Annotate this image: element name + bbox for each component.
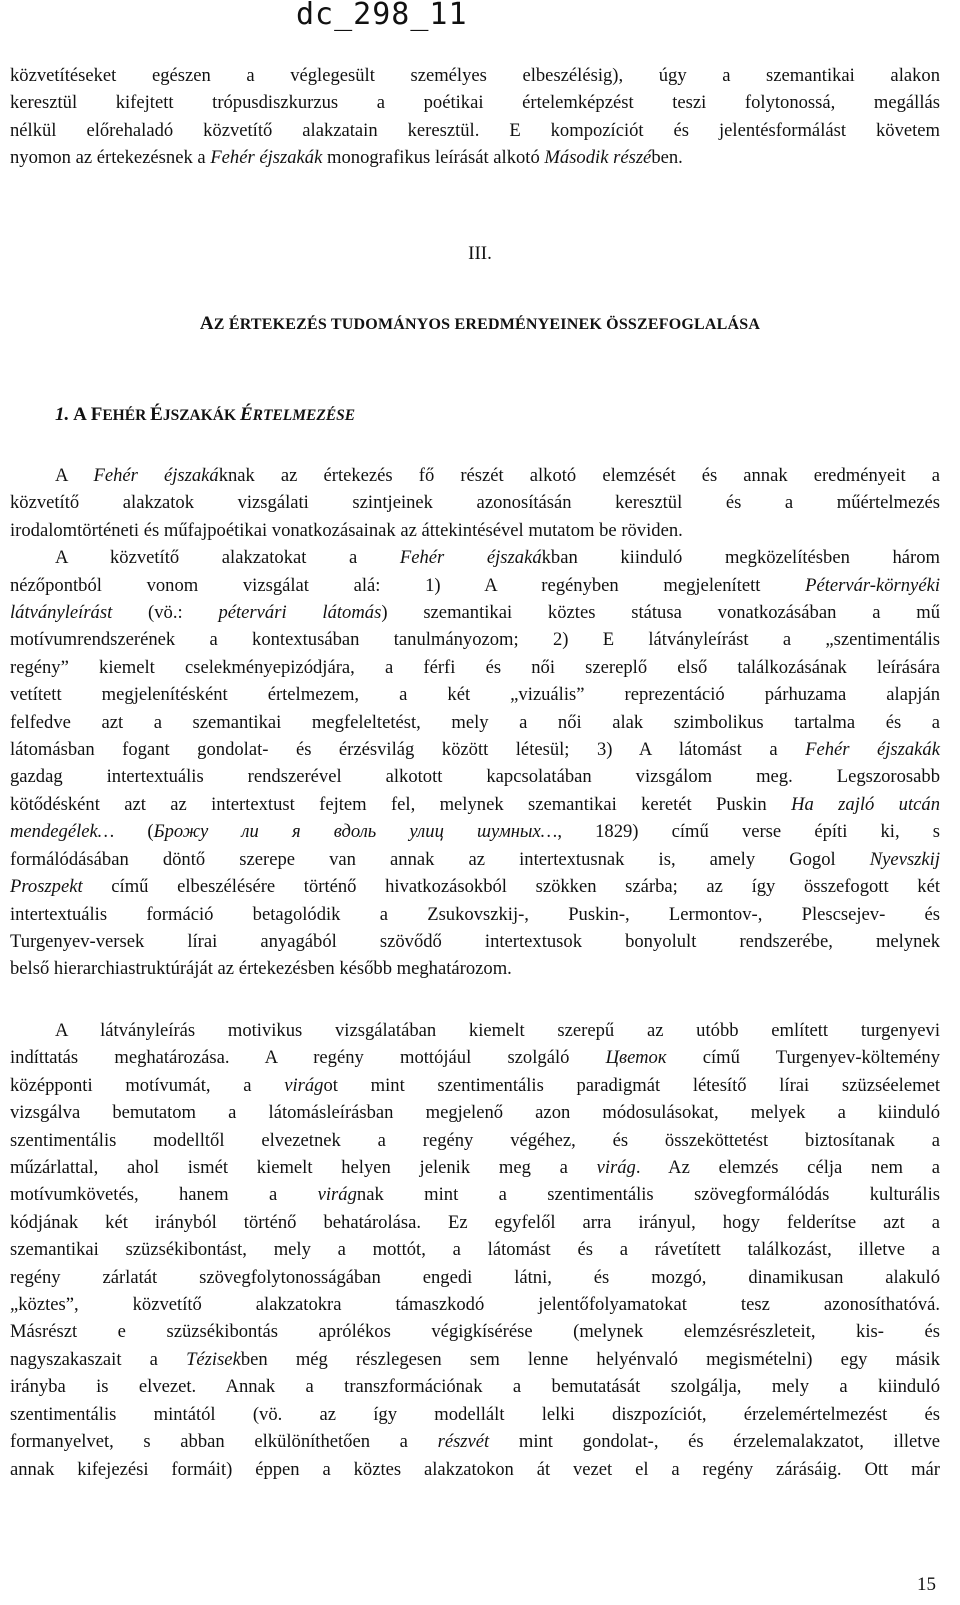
section-title — [0, 313, 960, 335]
text-line: motívumrendszerének a kontextusában tanulmányozom; 2) E látványleírást a „szentimentális — [10, 629, 940, 651]
text-run: ( — [114, 821, 154, 843]
italic-title: Fehér éjszakák — [805, 739, 940, 761]
text-run: kötődésként azt az intertextust fejtem fel, melynek szemantikai keretét Puskin — [10, 793, 792, 815]
italic-title: Цветок — [605, 1047, 667, 1069]
italic-title: Fehér éjszaká — [93, 465, 219, 486]
text-run: knak az értekezés fő részét alkotó elemzését és annak eredményeit a — [218, 465, 940, 486]
text-run: látomásban fogant gondolat- és érzésvilág között létesül; 3) A látomást a — [10, 739, 806, 761]
text-line: szemantikai szüzsékibontást, mely a mottót, a látomást és a rávetített találkozást, illetve a — [10, 1239, 940, 1261]
italic-title: Fehér éjszaká — [399, 547, 542, 569]
text-line: irodalomtörténeti és műfajpoétikai vonatkozásainak az áttekintésével mutatom be röviden. — [10, 519, 683, 541]
subsection-heading — [55, 404, 355, 426]
text-line — [10, 846, 940, 873]
text-line — [10, 791, 940, 818]
text-line — [10, 462, 940, 489]
text-run: , 1829) című verse építi ki, s — [557, 821, 940, 843]
text-run: kban kiinduló megközelítésben három — [541, 547, 940, 569]
text-run: című Turgenyev-költemény — [666, 1047, 940, 1069]
text-run: középponti motívumát, a — [10, 1074, 285, 1096]
text-line — [10, 736, 940, 763]
italic-term: részvét — [437, 1431, 490, 1453]
text-line: felfedve azt a szemantikai megfeleltetést, mely a női alak szimbolikus tartalma és a — [10, 711, 940, 733]
text-run: formálódásában döntő szerepe van annak az intertextusnak is, amely Gogol — [10, 848, 870, 870]
text-run: nyomon az értekezésnek a — [10, 147, 211, 169]
text-line — [10, 1154, 940, 1181]
text-line: szentimentális modelltől elvezetnek a regény végéhez, és összeköttetést biztosítanak a — [10, 1129, 940, 1151]
text-line: regény zárlatát szövegfolytonosságában engedi látni, és mozgó, dinamikusan alakuló — [10, 1266, 940, 1288]
italic-term: virág — [317, 1184, 357, 1206]
text-line: belső hierarchiastruktúráját az értekezésben később meghatározom. — [10, 958, 512, 980]
section-number: III. — [468, 243, 492, 264]
italic-term: Pétervár-környéki — [805, 574, 940, 596]
text-line: nélkül előrehaladó közvetítő alakzatain keresztül. E kompozíciót és jelentésformálást követem — [10, 119, 940, 141]
heading-letter: F — [90, 404, 103, 425]
text-line: keresztül kifejtett trópusdiszkurzus a poétikai értelemképzést teszi folytonossá, megállás — [10, 92, 940, 114]
italic-title: Tézisek — [186, 1348, 241, 1370]
intro-paragraph — [10, 62, 940, 172]
text-run: ) szemantikai köztes státusa vonatkozásában a mű — [381, 602, 941, 624]
italic-title: Nyevszkij — [869, 848, 940, 870]
heading-letter: É — [239, 404, 253, 425]
heading-letter: A — [73, 404, 87, 425]
text-line: annak kifejezési formáit) éppen a köztes alakzatokon át vezet el a regény zárásáig. Ott már — [10, 1458, 940, 1480]
heading-text: RTELMEZÉSE — [252, 407, 356, 424]
heading-text: JSZAKÁK — [162, 407, 240, 424]
text-line: vizsgálva bemutatom a látomásleírásban megjelenő azon módosulásokat, melyek a kiinduló — [10, 1102, 940, 1124]
text-line — [10, 1428, 940, 1455]
heading-letter: É — [150, 404, 163, 425]
text-run: (vö.: — [112, 602, 219, 624]
text-run: című elbeszélésére történő hivatkozásokból szökken szárba; az így összefogott két — [82, 876, 940, 898]
italic-title: Proszpekt — [10, 876, 83, 898]
text-line: közvetítéseket egészen a véglegesült személyes elbeszélésig), úgy a szemantikai alakon — [10, 65, 940, 86]
text-run: formanyelvet, s abban elkülöníthetően a — [10, 1431, 438, 1453]
text-line: Másrészt e szüzsékibontás aprólékos végigkísérése (melynek elemzésrészleteit, kis- és — [10, 1321, 940, 1343]
text-line: gazdag intertextuális rendszerével alkotott kapcsolatában vizsgálom meg. Legszorosabb — [10, 766, 940, 788]
text-run: nézőpontból vonom vizsgálat alá: 1) A regényben megjelenített — [10, 574, 806, 596]
italic-title: Fehér éjszakák — [210, 147, 323, 169]
text-line: „köztes”, közvetítő alakzatokra támaszkodó jelentőfolyamatokat tesz azonosíthatóvá. — [10, 1294, 940, 1316]
text-run: műzárlattal, ahol ismét kiemelt helyen jelenik meg a — [10, 1157, 597, 1179]
text-line: Turgenyev-versek lírai anyagából szövődő intertextusok bonyolult rendszerébe, melynek — [10, 930, 940, 952]
italic-title: mendegélek… — [10, 821, 115, 843]
text-run: motívumkövetés, hanem a — [10, 1184, 318, 1206]
text-line — [10, 1072, 940, 1099]
italic-title: Ha zajló utcán — [791, 793, 940, 815]
italic-term: virág — [284, 1074, 324, 1096]
text-run: A — [55, 465, 94, 486]
text-line — [10, 544, 940, 571]
text-run: ot mint szentimentális paradigmát létesítő lírai szüzséelemet — [323, 1074, 940, 1096]
text-line — [10, 1181, 940, 1208]
italic-term: pétervári látomás — [218, 602, 382, 624]
text-line: regény” kiemelt cselekményepizódjára, a férfi és női szereplő első találkozásának leírására — [10, 656, 940, 678]
text-line: közvetítő alakzatok vizsgálati szintjeinek azonosításán keresztül és a műértelmezés — [10, 492, 940, 514]
text-run: mint gondolat-, és érzelemalakzatot, illetve — [489, 1431, 940, 1453]
text-line — [10, 144, 940, 171]
italic-title: Második részé — [544, 147, 652, 169]
text-line — [10, 818, 940, 845]
text-line: intertextuális formáció betagolódik a Zsukovszkij-, Puskin-, Lermontov-, Plescsejev- és — [10, 903, 940, 925]
document-code-header: dc_298_11 — [296, 0, 468, 32]
text-run: A látványleírás motivikus vizsgálatában kiemelt szerepű az utóbb említett turgenyevi — [55, 1020, 940, 1041]
italic-term: látványleírást — [10, 602, 113, 624]
text-line — [10, 1044, 940, 1071]
text-line — [10, 873, 940, 900]
italic-term: virág — [596, 1157, 636, 1179]
text-run: ben még részlegesen sem lenne helyénvaló megismételni) egy másik — [240, 1348, 941, 1370]
page-number: 15 — [917, 1574, 936, 1595]
body-text — [10, 462, 940, 983]
text-run: monografikus leírását alkotó — [322, 147, 545, 169]
title-rest: Z ÉRTEKEZÉS TUDOMÁNYOS EREDMÉNYEINEK ÖSSZEFOGLALÁSA — [213, 316, 761, 333]
text-run: ben. — [651, 147, 683, 169]
text-line — [10, 599, 940, 626]
body-text-continued — [10, 1017, 940, 1483]
text-line: irányba is elvezet. Annak a transzformációnak a bemutatását szolgálja, mely a kiinduló — [10, 1376, 940, 1398]
text-line: szentimentális mintától (vö. az így modellált lelki diszpozíciót, érzelemértelmezést és — [10, 1403, 940, 1425]
subsection-number: 1. — [55, 404, 70, 425]
text-line — [10, 1346, 940, 1373]
text-line: vetített megjelenítésként értelmezem, a két „vizuális” reprezentáció párhuzama alapján — [10, 684, 940, 706]
text-run: . Az elemzés célja nem a — [635, 1157, 940, 1179]
text-run: indíttatás meghatározása. A regény mottójául szolgáló — [10, 1047, 606, 1069]
italic-title: Брожу ли я вдоль улиц шумных… — [153, 821, 558, 843]
text-line: kódjának két irányból történő behatárolása. Ez egyfelől arra irányul, hogy felderítse azt a — [10, 1211, 940, 1233]
text-line — [10, 572, 940, 599]
heading-text: EHÉR — [102, 407, 151, 424]
title-initial: A — [199, 313, 214, 334]
text-line — [10, 1017, 940, 1044]
text-run: nagyszakaszait a — [10, 1348, 187, 1370]
text-run: nak mint a szentimentális szövegformálódás kulturális — [356, 1184, 940, 1206]
text-run: A közvetítő alakzatokat a — [55, 547, 400, 569]
